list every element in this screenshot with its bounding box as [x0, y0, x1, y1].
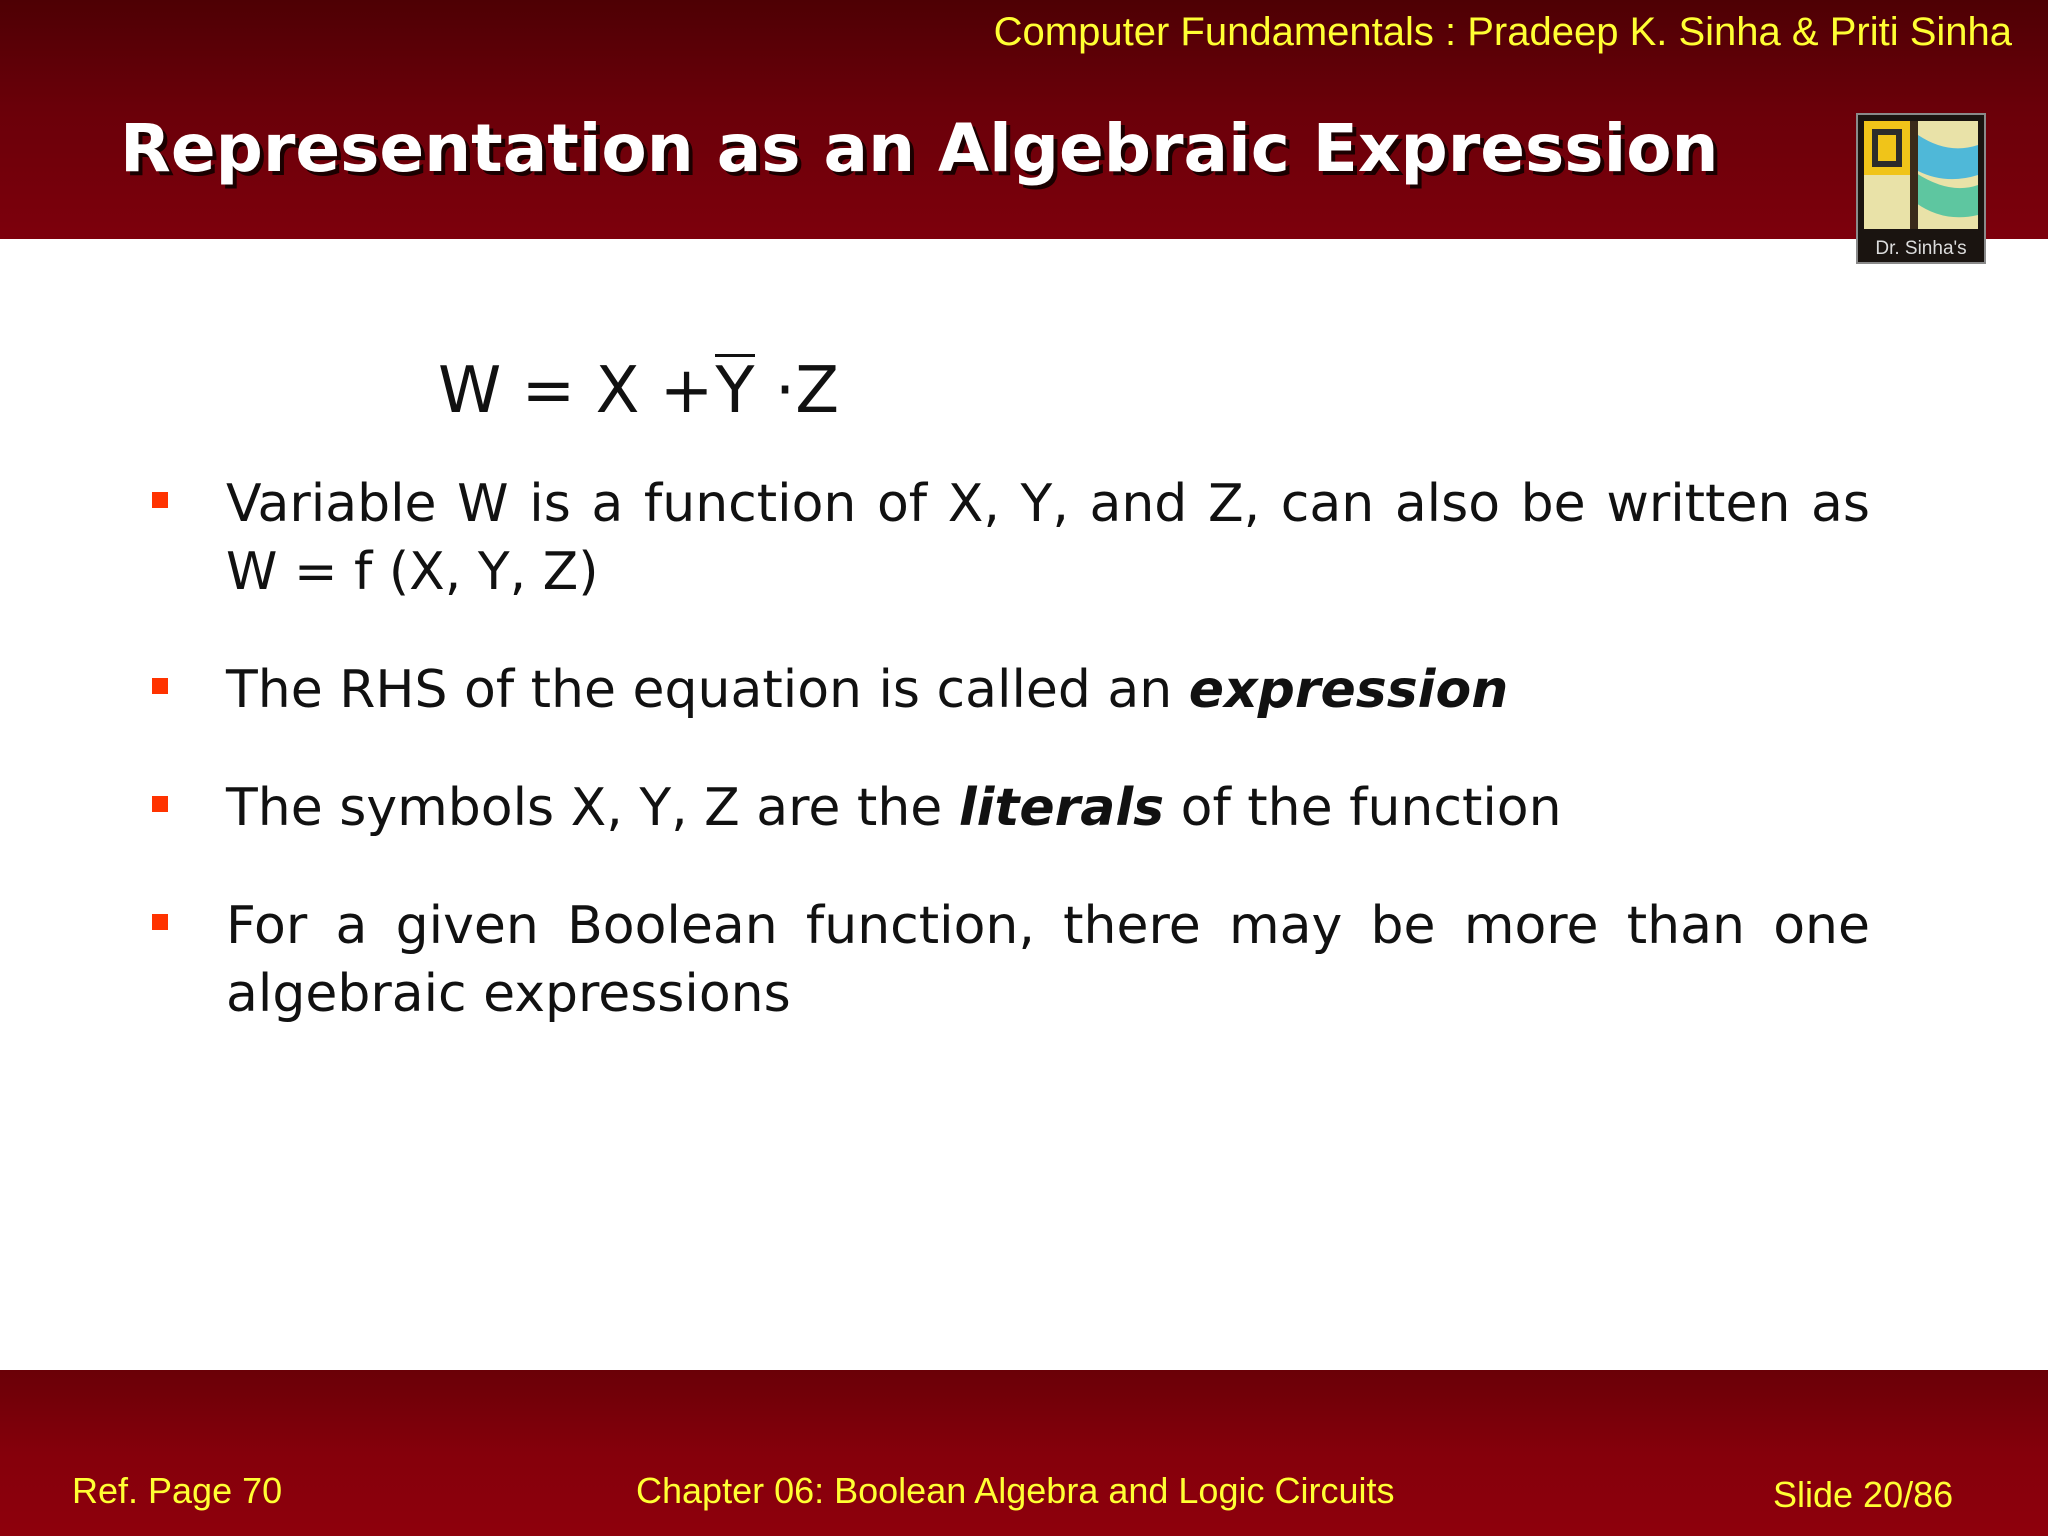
- slide-title: Representation as an Algebraic Expression: [120, 110, 1719, 187]
- bullet-marker-icon: [152, 914, 168, 930]
- slide-number: Slide 20/86: [1773, 1474, 1954, 1515]
- bullet-list: [150, 470, 1870, 1078]
- logo: [1856, 113, 1986, 264]
- bullet-text: For a given Boolean function, there may be more than one algebraic expressions: [226, 896, 1870, 1024]
- header-bar: [0, 0, 2048, 239]
- book-title: Computer Fundamentals : Pradeep K. Sinha & Priti Sinha: [993, 10, 2012, 54]
- equation-rhs: ·Z: [774, 354, 840, 428]
- bullet-item: [150, 470, 1870, 606]
- equation-negated-variable: Y: [715, 354, 755, 428]
- footer-bar: [0, 1370, 2048, 1536]
- bullet-text-end: of the function: [1164, 778, 1562, 838]
- bullet-marker-icon: [152, 678, 168, 694]
- logo-emblem-icon: [1858, 115, 1984, 235]
- bullet-text: The symbols X, Y, Z are the: [226, 778, 959, 838]
- ref-page: Ref. Page 70: [72, 1470, 283, 1511]
- bullet-marker-icon: [152, 796, 168, 812]
- bullet-text: Variable W is a function of X, Y, and Z, can also be written as W = f (X, Y, Z): [226, 474, 1870, 602]
- equation-lhs: W = X +: [438, 354, 714, 428]
- bullet-term: literals: [958, 778, 1165, 838]
- bullet-item: [150, 774, 1870, 842]
- chapter-title: Chapter 06: Boolean Algebra and Logic Circuits: [636, 1470, 1395, 1511]
- bullet-text: The RHS of the equation is called an: [226, 660, 1189, 720]
- bullet-marker-icon: [152, 492, 168, 508]
- bullet-term: expression: [1188, 660, 1509, 720]
- bullet-item: [150, 656, 1870, 724]
- logo-text: Dr. Sinha's: [1875, 238, 1967, 259]
- bullet-item: [150, 892, 1870, 1028]
- equation: [438, 354, 839, 428]
